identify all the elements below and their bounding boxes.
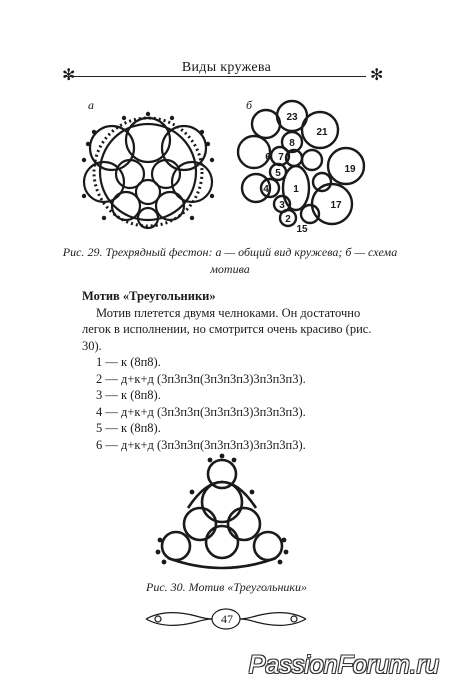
- diagram-number: 7: [278, 152, 284, 163]
- figure-label-a: а: [88, 98, 94, 112]
- diagram-number: 2: [285, 214, 291, 225]
- triangle-motif-illustration: [148, 452, 296, 572]
- flower-ornament-icon: ✻: [62, 67, 76, 84]
- pattern-row: 5 — к (8п8).: [96, 421, 161, 435]
- section-heading: Мотив «Треугольники»: [82, 289, 216, 303]
- motif-diagram: [236, 98, 370, 234]
- section-body: [82, 288, 382, 453]
- section-intro: Мотив плетется двумя челноками. Он достаточно легок в исполнении, но смотрится очень красиво (рис. 30).: [82, 305, 372, 353]
- diagram-number: 8: [289, 138, 295, 149]
- diagram-number: 23: [286, 112, 298, 123]
- pattern-row: 3 — к (8п8).: [96, 388, 161, 402]
- diagram-number: 6: [265, 152, 271, 163]
- pattern-row: 4 — д+к+д (3п3п3п(3п3п3п3)3п3п3п3).: [96, 404, 306, 419]
- pattern-row: 1 — к (8п8).: [96, 355, 161, 369]
- diagram-number: 1: [293, 184, 299, 195]
- diagram-number: 17: [330, 200, 342, 211]
- flower-ornament-icon: ✻: [370, 67, 384, 84]
- figure-label-b: б: [246, 98, 253, 112]
- figure-caption: Рис. 30. Мотив «Треугольники»: [145, 580, 308, 594]
- lace-illustration: [64, 110, 232, 238]
- watermark: PassionForum.ru: [248, 651, 439, 679]
- pattern-row: 6 — д+к+д (3п3п3п(3п3п3п3)3п3п3п3).: [96, 437, 306, 452]
- diagram-number: 21: [316, 127, 328, 138]
- page-number: 47: [221, 612, 233, 626]
- diagram-number: 5: [275, 168, 281, 179]
- page-number-ornament: [136, 604, 316, 634]
- header-rule: [66, 76, 366, 77]
- diagram-number: 19: [344, 164, 356, 175]
- diagram-number: 15: [296, 224, 308, 234]
- pattern-row: 2 — д+к+д (3п3п3п(3п3п3п3)3п3п3п3).: [96, 371, 306, 386]
- diagram-number: 4: [263, 184, 269, 195]
- figure-caption: Рис. 29. Трехрядный фестон: а — общий вид кружева; б — схема мотива: [62, 245, 398, 276]
- running-header: Виды кружева: [181, 60, 272, 75]
- diagram-number: 3: [279, 200, 285, 211]
